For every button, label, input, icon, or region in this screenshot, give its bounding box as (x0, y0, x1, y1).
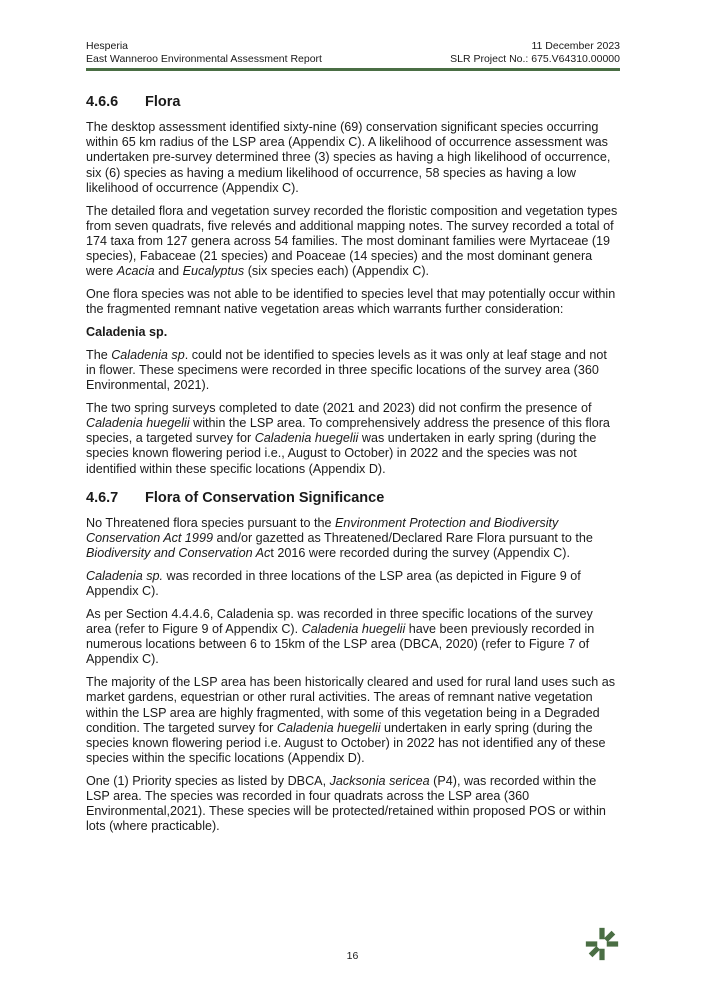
paragraph: As per Section 4.4.4.6, Caladenia sp. was recorded in three specific locations of the survey area (refer to Figure 9 of Appendix C). Caladenia huegelii have been previously recorded in numerous locations between 6 to 15km of the LSP area (DBCA, 2020) (refer to Figure 7 of Appendix C). (86, 606, 595, 667)
paragraph: The Caladenia sp. could not be identified to species levels as it was only at leaf stage and not in flower. These specimens were recorded in three specific locations of the survey area (360 Environmental, 2021). (86, 347, 607, 393)
paragraph: No Threatened flora species pursuant to the Environment Protection and Biodiversity Conservation Act 1999 and/or gazetted as Threatened/Declared Rare Flora pursuant to the Biodiversity and Conservation Act 2016 were recorded during the survey (Appendix C). (86, 515, 593, 561)
paragraph: The desktop assessment identified sixty-nine (69) conservation significant species occurring within 65 km radius of the LSP area (Appendix C). A likelihood of occurrence assessment was undertaken pre-survey determined three (3) species as having a high likelihood of occurrence, six (6) species as having a medium likelihood of occurrence, 58 species as having a low likelihood of occurrence (Appendix C). (86, 120, 611, 195)
header-client: Hesperia (86, 40, 129, 52)
paragraph: One (1) Priority species as listed by DBCA, Jacksonia sericea (P4), was recorded within the LSP area. The species was recorded in four quadrats across the LSP area (360 Environmental,2021). These species will be protected/retained within proposed POS or within lots (where practicable). (86, 773, 606, 834)
page-header (86, 40, 620, 66)
paragraph: The majority of the LSP area has been historically cleared and used for rural land uses such as market gardens, equestrian or other rural activities. The areas of remnant native vegetation within the LSP area are highly fragmented, with some of this vegetation being in a Degraded condition. The targeted survey for Caladenia huegelii undertaken in early spring (during the species known flowering period i.e. August to October) in 2022 has not identified any of these species within the specific locations (Appendix D). (86, 675, 615, 766)
subheading: Caladenia sp. (86, 324, 168, 339)
section-title: Flora (145, 94, 181, 110)
section-number: 4.6.7 (86, 489, 119, 506)
section-title: Flora of Conservation Significance (145, 489, 385, 506)
page-number: 16 (346, 950, 359, 962)
header-rule (86, 68, 620, 71)
slr-logo-icon (583, 925, 621, 963)
paragraph: One flora species was not able to be identified to species level that may potentially occur within the fragmented remnant native vegetation areas which warrants further consideration: (86, 287, 616, 317)
paragraph: The detailed flora and vegetation survey recorded the floristic composition and vegetation types from seven quadrats, five relevés and additional mapping notes. The survey recorded a total of 174 taxa from 127 genera across 54 families. The most dominant families were Myrtaceae (19 species), Fabaceae (21 species) and Poaceae (14 species) and the most dominant genera were Acacia and Eucalyptus (six species each) (Appendix C). (86, 203, 618, 279)
header-project-number: SLR Project No.: 675.V64310.00000 (450, 53, 620, 65)
paragraph: The two spring surveys completed to date (2021 and 2023) did not confirm the presence of Caladenia huegelii within the LSP area. To comprehensively address the presence of this flora species, a targeted survey for Caladenia huegelii was undertaken in early spring (during the species known flowering period i.e., August to October) in 2022 and the species was not identified within these specific locations (Appendix D). (86, 400, 610, 476)
section-number: 4.6.6 (86, 94, 119, 110)
paragraph: Caladenia sp. was recorded in three locations of the LSP area (as depicted in Figure 9 of Appendix C). (86, 568, 581, 599)
section-heading-conservation (86, 489, 618, 507)
header-report-title: East Wanneroo Environmental Assessment Report (86, 53, 322, 65)
header-date: 11 December 2023 (531, 40, 620, 52)
section-heading-flora (86, 93, 618, 111)
document-body (86, 93, 618, 842)
